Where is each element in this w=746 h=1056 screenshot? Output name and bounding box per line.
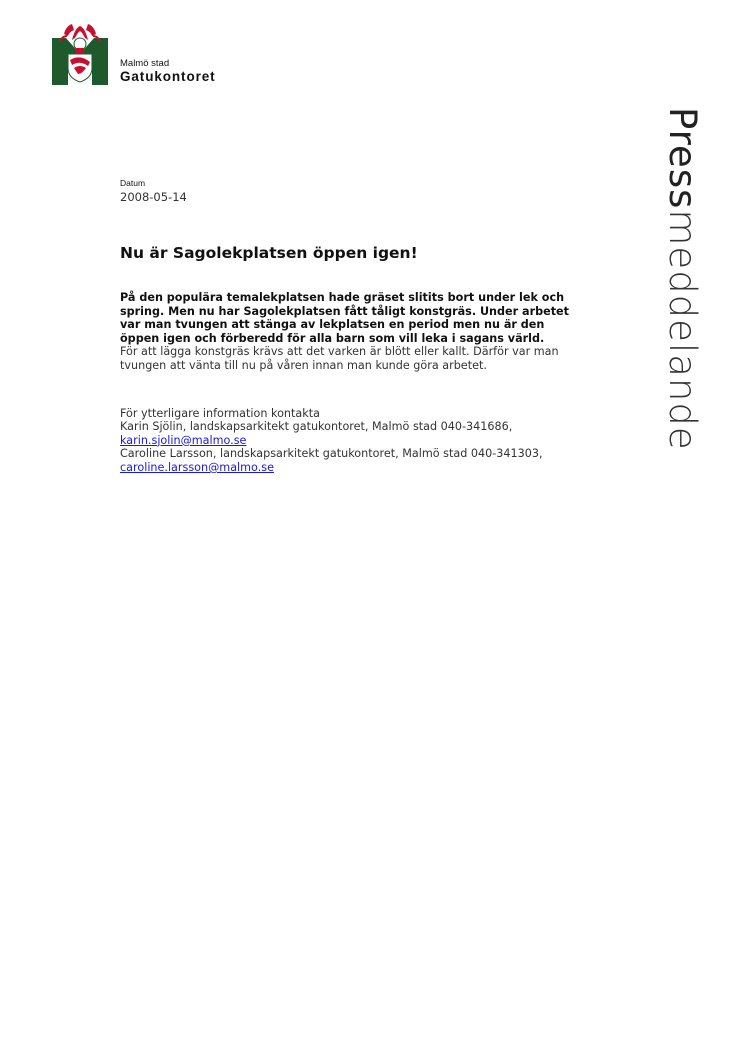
malmo-coat-of-arms-logo (52, 24, 108, 85)
title-press: Press (661, 107, 704, 210)
org-city: Malmö stad (120, 58, 170, 69)
headline: Nu är Sagolekplatsen öppen igen! (120, 244, 418, 262)
coat-of-arms-icon (52, 24, 108, 85)
lead-paragraph: På den populära temalekplatsen hade gräset slitits bort under lek och spring. Men nu har Sagolekplatsen fått tåligt konstgräs. Under arbetet var man tvungen att stänga av lekplatsen en period men nu är den öppen igen och förberedd för alla barn som vill leka i sagans värld. (120, 291, 569, 345)
contact-email-link[interactable]: caroline.larsson@malmo.se (120, 460, 274, 474)
date-value: 2008-05-14 (120, 190, 187, 204)
press-release-body (120, 291, 570, 475)
contact-line: Karin Sjölin, landskapsarkitekt gatukontoret, Malmö stad 040-341686, (120, 420, 513, 434)
org-department: Gatukontoret (120, 69, 216, 84)
date-label: Datum (120, 178, 146, 188)
vertical-document-title (660, 107, 704, 451)
contact-intro: För ytterligare information kontakta (120, 406, 320, 420)
contact-section (120, 407, 570, 475)
title-meddelande: meddelande (661, 209, 704, 451)
contact-line: Caroline Larsson, landskapsarkitekt gatukontoret, Malmö stad 040-341303, (120, 447, 543, 461)
contact-email-link[interactable]: karin.sjolin@malmo.se (120, 433, 247, 447)
organization-block (120, 58, 216, 85)
body-paragraph: För att lägga konstgräs krävs att det varken är blött eller kallt. Därför var man tvungen att vänta till nu på våren innan man kunde göra arbetet. (120, 345, 559, 372)
